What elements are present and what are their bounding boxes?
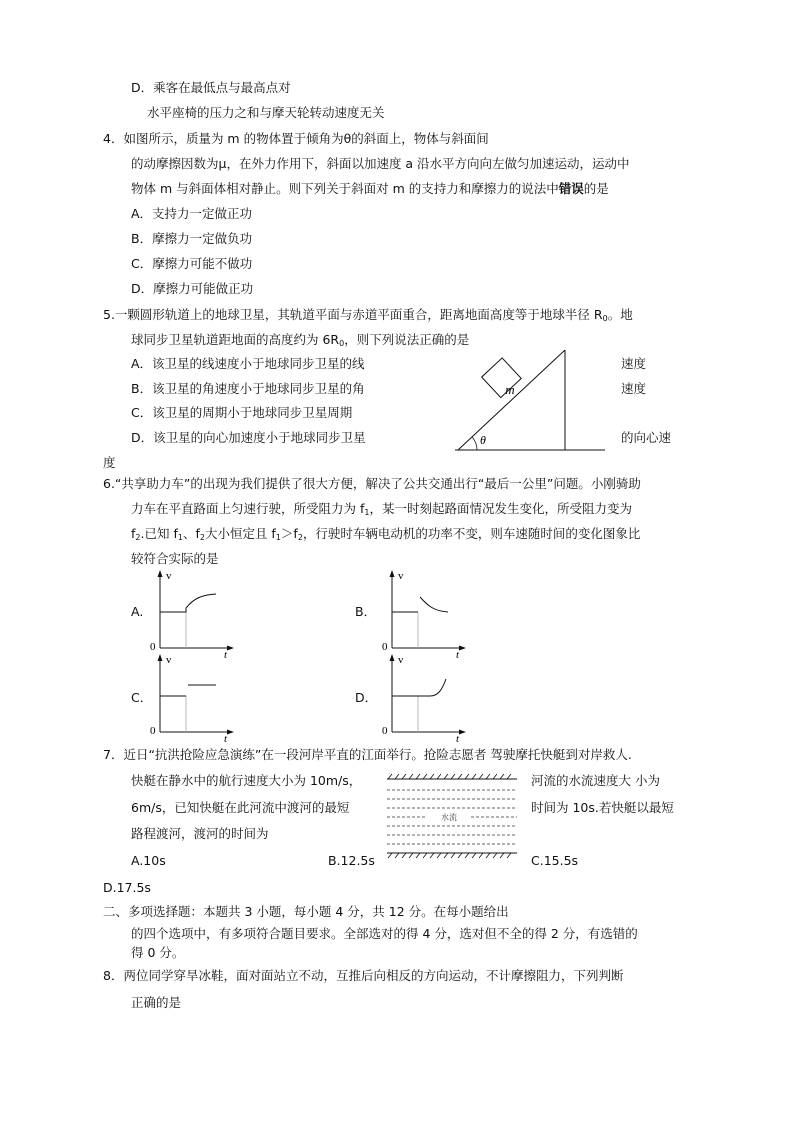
velocity-curve — [160, 685, 216, 696]
q5-option-a: A．该卫星的线速度小于地球同步卫星的线 — [131, 356, 365, 371]
q5-option-d-tail: 的向心速 — [621, 430, 672, 445]
subscript: 2 — [135, 533, 141, 542]
q4-option-c: C．摩擦力可能不做功 — [131, 256, 253, 271]
incline-wedge — [458, 350, 565, 450]
option-label: D． — [131, 80, 154, 95]
q5-line2 — [131, 332, 469, 352]
t-axis-arrow — [227, 646, 234, 651]
incline-diagram — [455, 350, 605, 452]
q6-line1: 6.“共享助力车”的出现为我们提供了很大方便，解决了公共交通出行“最后一公里”问题。小刚骑助 — [103, 476, 641, 491]
q8-line2: 正确的是 — [131, 995, 182, 1010]
text: 力车在平直路面上匀速行驶，所受阻力为 f — [131, 501, 365, 516]
v-axis-arrow — [158, 570, 163, 577]
question-text: 如图所示，质量为 m 的物体置于倾角为θ的斜面上，物体与斜面间 — [123, 131, 489, 146]
angle-arc — [472, 437, 477, 450]
text: f — [131, 526, 136, 541]
v-label: v — [166, 570, 172, 582]
river-diagram — [385, 773, 520, 859]
q5-option-d-wrap: 度 — [103, 455, 116, 470]
q7-line2-right: 河流的水流速度大 小为 — [531, 773, 660, 788]
q7-line3-left: 6m/s，已知快艇在此河流中渡河的最短 — [131, 800, 350, 815]
origin-label: 0 — [382, 641, 388, 653]
graph-b — [378, 568, 468, 658]
q7-line4: 路程渡河，渡河的时间为 — [131, 826, 269, 841]
q7-line1: 7．近日“抗洪抢险应急演练”在一段河岸平直的江面举行。抢险志愿者 驾驶摩托快艇到对岸救人. — [103, 747, 632, 762]
q4-line2: 的动摩擦因数为μ，在外力作用下，斜面以加速度 a 沿水平方向向左做匀加速运动，运动中 — [131, 156, 630, 171]
graph-a-label: A. — [131, 604, 144, 619]
q4-line3 — [131, 181, 609, 197]
text: 5.一颗圆形轨道上的地球卫星，其轨道平面与赤道平面重合，距离地面高度等于地球半径 R — [103, 307, 603, 322]
text: 物体 m 与斜面体相对静止。则下列关于斜面对 m 的支持力和摩擦力的说法中 — [131, 181, 559, 196]
q5-line1 — [103, 307, 633, 327]
q7-option-a: A.10s — [131, 853, 166, 868]
subscript: 1 — [177, 533, 183, 542]
t-label: t — [224, 649, 228, 658]
option-text: 乘客在最低点与最高点对 — [153, 80, 291, 95]
q4-option-a: A．支持力一定做正功 — [131, 206, 253, 221]
water-flow-label: 水流 — [441, 813, 457, 822]
q6-line4: 较符合实际的是 — [131, 551, 219, 566]
text: 、f — [182, 526, 200, 541]
text: ，行驶时车辆电动机的功率不变，则车速随时间的变化图象比 — [302, 526, 641, 541]
v-axis-arrow — [158, 654, 163, 661]
t-label: t — [456, 733, 460, 742]
angle-label: θ — [480, 433, 486, 447]
q5-option-d: D．该卫星的向心加速度小于地球同步卫星 — [131, 430, 366, 445]
mass-block — [482, 358, 522, 398]
q3-option-d — [131, 80, 291, 96]
t-label: t — [456, 649, 460, 658]
t-axis-arrow — [227, 730, 234, 735]
graph-c — [146, 652, 236, 742]
q7-option-c: C.15.5s — [531, 853, 579, 868]
q6-line2 — [131, 501, 632, 521]
origin-label: 0 — [382, 725, 388, 737]
subscript: 2 — [199, 533, 205, 542]
v-label: v — [398, 570, 404, 582]
q5-option-c: C．该卫星的周期小于地球同步卫星周期 — [131, 405, 353, 420]
question-number: 4． — [103, 131, 124, 146]
text: 。地 — [607, 307, 633, 322]
q7-line3-right: 时间为 10s.若快艇以最短 — [531, 800, 674, 815]
subscript: 2 — [297, 533, 303, 542]
q5-option-a-tail: 速度 — [621, 356, 647, 371]
q3-option-d-wrap: 水平座椅的压力之和与摩天轮转动速度无关 — [147, 105, 385, 120]
emphasis: 错误 — [558, 181, 584, 196]
subscript: 0 — [339, 339, 345, 348]
text: 球同步卫星轨道距地面的高度约为 6R — [131, 332, 340, 347]
q4-option-d: D．摩擦力可能做正功 — [131, 281, 254, 296]
velocity-curve — [392, 679, 446, 696]
text: ，某一时刻起路面情况发生变化，所受阻力变为 — [369, 501, 632, 516]
bank-bottom-hatch — [388, 853, 511, 858]
origin-label: 0 — [150, 725, 156, 737]
origin-label: 0 — [150, 641, 156, 653]
v-label: v — [166, 654, 172, 666]
q7-option-b: B.12.5s — [328, 853, 375, 868]
v-axis-arrow — [390, 654, 395, 661]
graph-c-label: C． — [131, 690, 153, 705]
text: ，则下列说法正确的是 — [344, 332, 470, 347]
section2-line1: 二、多项选择题：本题共 3 小题，每小题 4 分，共 12 分。在每小题给出 — [103, 904, 509, 919]
subscript: 0 — [602, 314, 608, 323]
velocity-curve — [392, 597, 448, 612]
graph-d-label: D． — [355, 690, 378, 705]
text: .已知 f — [140, 526, 178, 541]
bank-top-hatch — [388, 774, 511, 779]
q7-line2-left: 快艇在静水中的航行速度大小为 10m/s， — [131, 773, 362, 788]
subscript: 1 — [364, 508, 370, 517]
q4-line1 — [103, 131, 489, 147]
section2-line2: 的四个选项中，有多项符合题目要求。全部选对的得 4 分，选对但不全的得 2 分，有选错的 — [131, 926, 638, 941]
q6-line3 — [131, 526, 640, 546]
t-label: t — [224, 733, 228, 742]
velocity-curve — [160, 594, 216, 612]
graph-d — [378, 652, 468, 742]
graph-b-label: B． — [355, 604, 377, 619]
v-axis-arrow — [390, 570, 395, 577]
section2-line3: 得 0 分。 — [131, 945, 185, 960]
q5-option-b-tail: 速度 — [621, 381, 647, 396]
subscript: 1 — [275, 533, 281, 542]
v-label: v — [398, 654, 404, 666]
t-axis-arrow — [459, 730, 466, 735]
q4-option-b: B．摩擦力一定做负功 — [131, 231, 253, 246]
mass-label: m — [505, 382, 515, 397]
text: ＞f — [280, 526, 298, 541]
graph-a — [146, 568, 236, 658]
q8-line1: 8．两位同学穿旱冰鞋，面对面站立不动，互推后向相反的方向运动，不计摩擦阻力，下列判断 — [103, 968, 624, 983]
q5-option-b: B．该卫星的角速度小于地球同步卫星的角 — [131, 381, 365, 396]
text: 的是 — [583, 181, 609, 196]
q7-option-d: D.17.5s — [103, 880, 151, 895]
t-axis-arrow — [459, 646, 466, 651]
text: 大小恒定且 f — [204, 526, 276, 541]
